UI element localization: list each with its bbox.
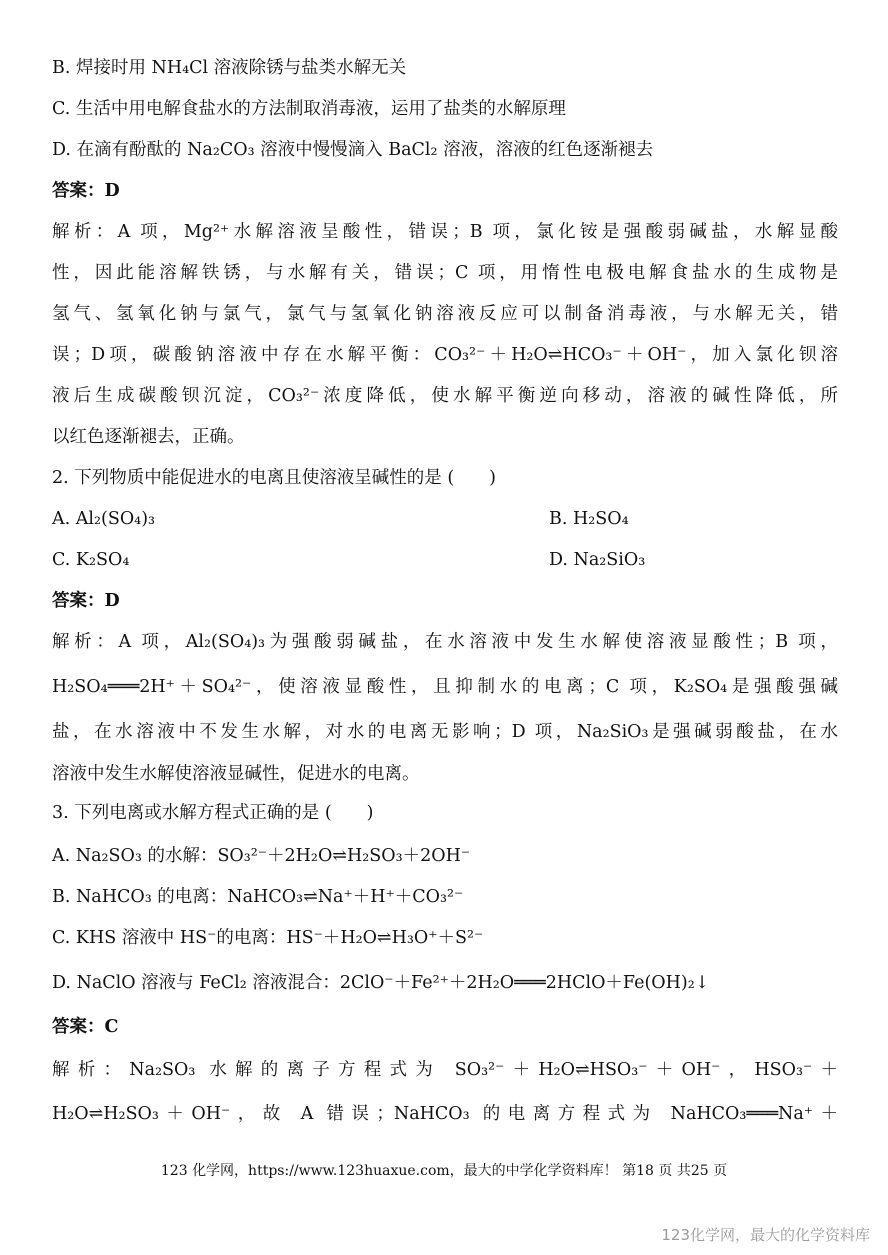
q3-option-c: C. KHS 溶液中 HS⁻的电离：HS⁻＋H₂O⇌H₃O⁺＋S²⁻ <box>52 928 484 948</box>
question-2-options-row-1 <box>52 507 838 531</box>
explanation-1-line-1: 解析：A 项，Mg²⁺水解溶液呈酸性，错误；B 项，氯化铵是强酸弱碱盐，水解显酸 <box>52 222 838 242</box>
explanation-2-line-3: 盐，在水溶液中不发生水解，对水的电离无影响；D 项，Na₂SiO₃是强碱弱酸盐，在水 <box>52 722 838 742</box>
q3-option-d: D. NaClO 溶液与 FeCl₂ 溶液混合：2ClO⁻＋Fe²⁺＋2H₂O═══2HClO＋Fe(OH)₂↓ <box>52 973 710 993</box>
option-b-line: B. 焊接时用 NH₄Cl 溶液除锈与盐类水解无关 <box>52 58 407 78</box>
explanation-3-line-2: H₂O⇌H₂SO₃＋OH⁻，故 A 错误；NaHCO₃ 的电离方程式为 NaHCO₃═══Na⁺＋ <box>52 1104 838 1124</box>
explanation-1-line-5: 液后生成碳酸钡沉淀，CO₃²⁻浓度降低，使水解平衡逆向移动，溶液的碱性降低，所 <box>52 386 838 406</box>
q2-option-d: D. Na₂SiO₃ <box>549 550 646 570</box>
explanation-1-line-6: 以红色逐渐褪去，正确。 <box>52 427 245 447</box>
q2-option-c: C. K₂SO₄ <box>52 550 130 570</box>
answer-2: 答案：D <box>52 591 120 611</box>
page-footer: 123 化学网，https://www.123huaxue.com，最大的中学化学资料库！ 第18 页 共25 页 <box>160 1163 728 1179</box>
q3-option-a: A. Na₂SO₃ 的水解：SO₃²⁻＋2H₂O⇌H₂SO₃＋2OH⁻ <box>52 846 471 866</box>
option-d-line: D. 在滴有酚酞的 Na₂CO₃ 溶液中慢慢滴入 BaCl₂ 溶液，溶液的红色逐渐褪去 <box>52 140 654 160</box>
question-2-options-row-2 <box>52 548 838 572</box>
question-3: 3. 下列电离或水解方程式正确的是 ( ) <box>52 803 374 823</box>
explanation-2-line-1: 解析：A 项，Al₂(SO₄)₃为强酸弱碱盐，在水溶液中发生水解使溶液显酸性；B 项， <box>52 632 838 652</box>
q2-option-b: B. H₂SO₄ <box>549 509 629 529</box>
explanation-2-line-4: 溶液中发生水解使溶液显碱性，促进水的电离。 <box>52 764 420 784</box>
explanation-3-line-1: 解析：Na₂SO₃ 水解的离子方程式为 SO₃²⁻＋H₂O⇌HSO₃⁻＋OH⁻，HSO₃⁻＋ <box>52 1060 838 1080</box>
option-c-line: C. 生活中用电解食盐水的方法制取消毒液，运用了盐类的水解原理 <box>52 99 566 119</box>
answer-1: 答案：D <box>52 181 120 201</box>
explanation-1-line-4: 误；D项，碳酸钠溶液中存在水解平衡：CO₃²⁻＋H₂O⇌HCO₃⁻＋OH⁻，加入氯化钡溶 <box>52 345 838 365</box>
watermark: 123化学网，最大的化学资料库 <box>661 1226 870 1244</box>
answer-3: 答案：C <box>52 1017 119 1037</box>
question-2: 2. 下列物质中能促进水的电离且使溶液呈碱性的是 ( ) <box>52 468 496 488</box>
explanation-1-line-3: 氢气、氢氧化钠与氯气，氯气与氢氧化钠溶液反应可以制备消毒液，与水解无关，错 <box>52 304 838 324</box>
explanation-1-line-2: 性，因此能溶解铁锈，与水解有关，错误；C 项，用惰性电极电解食盐水的生成物是 <box>52 263 838 283</box>
explanation-2-line-2: H₂SO₄═══2H⁺＋SO₄²⁻，使溶液显酸性，且抑制水的电离；C 项，K₂SO₄是强酸强碱 <box>52 677 838 697</box>
q2-option-a: A. Al₂(SO₄)₃ <box>52 509 156 529</box>
q3-option-b: B. NaHCO₃ 的电离：NaHCO₃⇌Na⁺＋H⁺＋CO₃²⁻ <box>52 887 464 907</box>
